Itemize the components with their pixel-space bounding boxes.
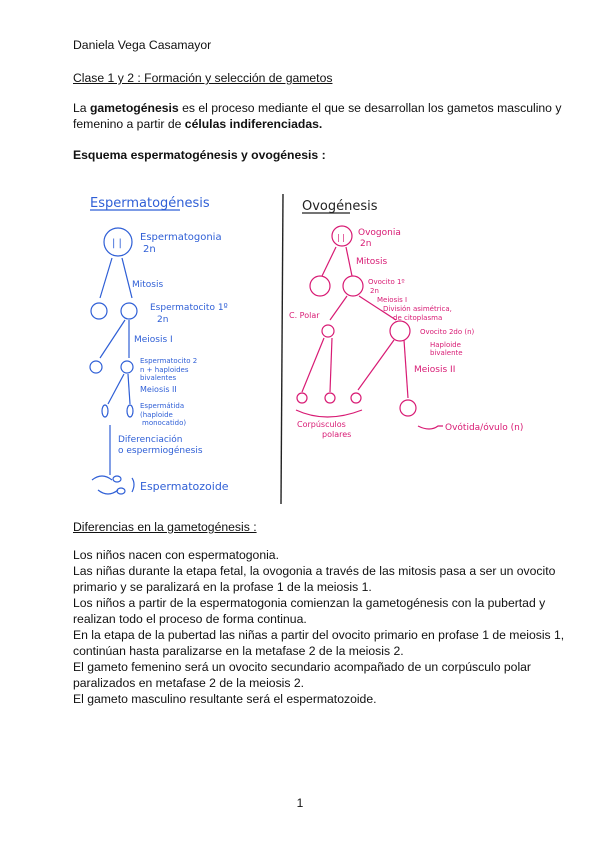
intro-line-1: [73, 101, 561, 116]
polar-bodies-label: Corpúsculos: [297, 420, 346, 429]
difference-line: En la etapa de la pubertad las niñas a partir del ovocito primario en profase 1 de meiosis 1,: [73, 628, 565, 642]
spermatid-cell: [102, 405, 108, 417]
section-title: Clase 1 y 2 : Formación y selección de gametos: [73, 71, 333, 85]
differences-title: Diferencias en la gametogénesis :: [73, 520, 257, 534]
polar-body-cell: [322, 325, 334, 337]
meiosis-1-note: División asimétrica,: [383, 305, 452, 313]
meiosis-2-label: Meiosis II: [414, 365, 456, 375]
brace: [296, 410, 362, 417]
arrow: [346, 247, 352, 276]
oocyte-2-note: bivalente: [430, 349, 463, 357]
schema-heading: Esquema espermatogénesis y ovogénesis :: [73, 148, 326, 162]
oocyte-1-cell: [343, 276, 363, 296]
differentiation-label: Diferenciación: [118, 435, 183, 445]
arrow: [122, 258, 132, 298]
spermatocyte-2-label: Espermatocito 2: [140, 357, 198, 365]
spermatogenesis-branch: [90, 196, 229, 494]
spermatid-label: Espermátida: [140, 402, 185, 410]
arrow: [404, 340, 408, 398]
gametogenesis-diagram: [0, 180, 600, 510]
oocyte-2-cell: [390, 321, 410, 341]
oogonia-label: Ovogonia: [358, 228, 401, 238]
spermatozoon-head: [113, 476, 121, 482]
arrow: [358, 340, 394, 390]
spermatocyte-2-note: bivalentes: [140, 374, 177, 382]
difference-line: Los niños nacen con espermatogonia.: [73, 548, 279, 562]
intro-bold-term: gametogénesis: [89, 101, 179, 115]
spermatogonia-ploidy: 2n: [143, 244, 156, 255]
brace: [132, 478, 134, 492]
difference-line: El gameto femenino será un ovocito secundario acompañado de un corpúsculo polar: [73, 660, 531, 674]
spermatozoon-head: [117, 488, 125, 494]
oogonia-ploidy: 2n: [360, 239, 372, 249]
intro-bold-term: células indiferenciadas.: [184, 117, 323, 131]
polar-bodies-label: polares: [322, 430, 352, 439]
divider-line: [281, 194, 283, 504]
oocyte-1-ploidy: 2n: [370, 287, 379, 295]
difference-line: El gameto masculino resultante será el espermatozoide.: [73, 692, 377, 706]
mitosis-label: Mitosis: [356, 257, 388, 267]
arrow: [330, 338, 332, 392]
spermatid-note: monocatido): [142, 419, 187, 427]
oocyte-2-note: Haploide: [430, 341, 461, 349]
spermatogonia-label: Espermatogonia: [140, 232, 222, 243]
difference-line: continúan hasta paralizarse en la metafase 2 de la meiosis 2.: [73, 644, 404, 658]
ootid-label: Ovótida/óvulo (n): [445, 423, 524, 433]
ovo-title: Ovogénesis: [302, 199, 378, 214]
arrow: [108, 374, 124, 404]
author-name: Daniela Vega Casamayor: [73, 38, 212, 52]
spermatocyte-1-label: Espermatocito 1º: [150, 303, 228, 313]
spermatid-cell: [127, 405, 133, 417]
mitosis-label: Mitosis: [132, 280, 164, 290]
spermatocyte-2-cell: [121, 361, 133, 373]
spermatocyte-2-note: n + haploides: [140, 366, 189, 374]
arrow: [330, 296, 347, 320]
oogonia-chromosomes: | |: [337, 233, 345, 242]
spermatogonia-chromosomes: | |: [112, 238, 122, 249]
arrow: [128, 374, 130, 404]
oogenesis-branch: [289, 199, 523, 439]
spermatocyte-1-cell: [91, 303, 107, 319]
meiosis-1-note: de citoplasma: [393, 314, 443, 322]
sperm-title: Espermatogénesis: [90, 196, 210, 211]
arrow: [418, 426, 443, 429]
arrow: [100, 258, 112, 298]
intro-text: es el proceso mediante el que se desarrollan los gametos masculino y: [178, 101, 562, 115]
spermatozoon-label: Espermatozoide: [140, 480, 229, 493]
difference-line: primario y se paralizará en la profase 1 de la meiosis 1.: [73, 580, 372, 594]
ootid-cell: [400, 400, 416, 416]
polar-body: [297, 393, 307, 403]
spermatid-note: (haploide: [140, 411, 173, 419]
meiosis-2-label: Meiosis II: [140, 385, 177, 394]
spermiogenesis-label: o espermiogénesis: [118, 446, 203, 456]
polar-cell-label: C. Polar: [289, 311, 320, 320]
difference-line: paralizados en metafase 2 de la meiosis 2.: [73, 676, 305, 690]
difference-line: realizan todo el proceso de forma continua.: [73, 612, 307, 626]
spermatozoa-drawing: [92, 476, 118, 494]
oocyte-2-label: Ovocito 2do (n): [420, 328, 475, 336]
arrow: [322, 247, 336, 276]
spermatocyte-1-ploidy: 2n: [157, 315, 169, 325]
oocyte-1-cell: [310, 276, 330, 296]
difference-line: Las niñas durante la etapa fetal, la ovogonia a través de las mitosis pasa a ser un ovocito: [73, 564, 556, 578]
intro-text: La: [73, 101, 90, 115]
spermatocyte-1-cell: [121, 303, 137, 319]
oocyte-1-label: Ovocito 1º: [368, 278, 405, 286]
arrow: [302, 338, 324, 392]
spermatocyte-2-cell: [90, 361, 102, 373]
intro-text: femenino a partir de: [73, 117, 185, 131]
polar-body: [325, 393, 335, 403]
difference-line: Los niños a partir de la espermatogonia comienzan la gametogénesis con la pubertad y: [73, 596, 546, 610]
page-number: 1: [296, 796, 304, 810]
intro-line-2: [73, 117, 322, 132]
polar-body: [351, 393, 361, 403]
meiosis-1-label: Meiosis I: [134, 335, 173, 345]
meiosis-1-label: Meiosis I: [377, 296, 408, 304]
arrow: [100, 320, 125, 358]
